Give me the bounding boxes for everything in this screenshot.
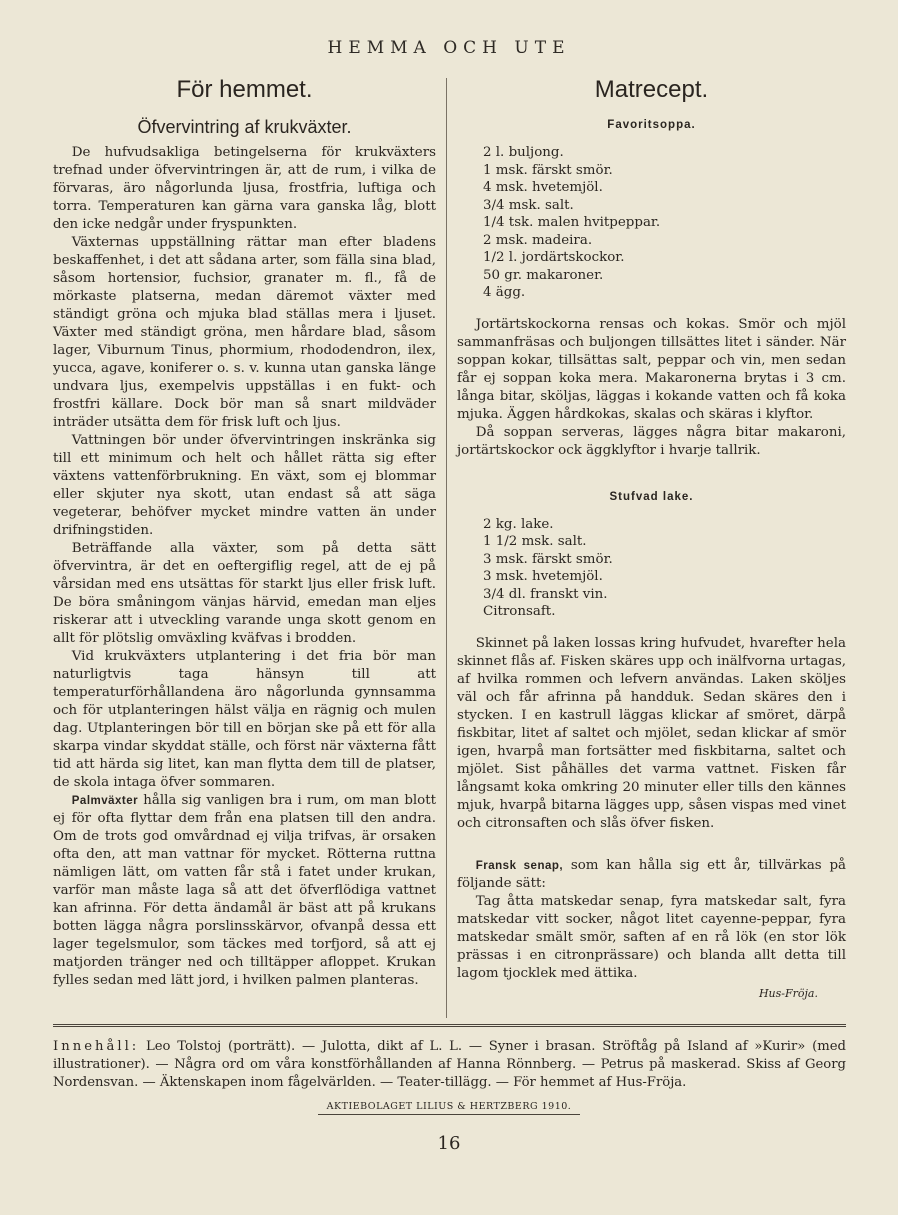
- publisher-imprint: AKTIEBOLAGET LILIUS & HERTZBERG 1910.: [326, 1101, 572, 1112]
- ingredient-list-favoritsoppa: [457, 144, 846, 302]
- section-title-recipes: Matrecept.: [594, 76, 709, 103]
- paragraph: Då soppan serveras, lägges några bitar makaroni, jortärtskockor ock äggklyftor i hvarje tallrik.: [457, 424, 846, 458]
- page-number: 16: [437, 1133, 461, 1154]
- left-column: [53, 76, 436, 990]
- paragraph: Vid krukväxters utplantering i det fria bör man naturligtvis taga hänsyn till att temperaturförhållandena äro någorlunda gynnsamma och för utplanteringen hälst välja en rägnig och mulen dag. Utplanteringen bör till en början ske på ett för alla skarpa vindar skyddat ställe, och först när växterna fått tid att härda sig litet, kan man flytta dem till de platser, de skola intaga öfver sommaren.: [53, 649, 436, 790]
- imprint-underline: [318, 1114, 580, 1115]
- ingredient: 1 1/2 msk. salt.: [483, 534, 587, 549]
- palm-lead: Palmväxter: [71, 795, 139, 807]
- ingredient: 1 msk. färskt smör.: [483, 162, 613, 178]
- palm-text: hålla sig vanligen bra i rum, om man blott ej för ofta flyttar dem från ena platsen till den andra. Om de trots god omvårdnad ej vilja trifvas, är orsaken ofta den, att man vattnar för mycket. Rötterna ruttna nämligen lätt, om vatten får stå i fatet under krukan, varför man måste laga så att det öfverflödiga vattnet kan afrinna. För detta ändamål är bäst att på krukans botten lägga några porslinsskärvor, ofvanpå dessa ett lager tegelsmulor, som täckes med torfjord, så att ej matjorden tränger ned och tilltäpper afloppet. Krukan fylles sedan med lätt jord, i hvilken palmen planteras.: [53, 793, 436, 988]
- ingredient: 4 msk. hvetemjöl.: [483, 180, 603, 195]
- paragraph: Skinnet på laken lossas kring hufvudet, hvarefter hela skinnet flås af. Fisken skäres upp och inälfvorna urtagas, af hvilka rommen och lefvern användas. Laken sköljes väl och får afrinna på handduk. Sedan skäres den i stycken. I en kastrull läggas klickar af smöret, därpå fiskbitar, litet af saltet och mjölet, sedan klickar af smör igen, hvarpå man fortsätter med fiskbitarna, saltet och mjölet. Sist påhälles det varma vattnet. Fisken får långsamt koka omkring 20 minuter eller tills den kännes mjuk, hvarpå bitarna lägges upp, såsen vispas med vinet och citronsaften och slås öfver fisken.: [457, 635, 846, 831]
- running-head: HEMMA OCH UTE: [327, 38, 571, 58]
- table-of-contents: [53, 1038, 846, 1092]
- paragraph: Vattningen bör under öfvervintringen inskränka sig till ett minimum och helt och hållet rätta sig efter växtens vattenförbrukning. En växt, som ej blommar eller skjuter nya skott, utan endast så att säga vegeterar, behöfver mycket mindre vatten än under drifningstiden.: [53, 433, 436, 538]
- right-column: [457, 76, 846, 1003]
- paragraph: Växternas uppställning rättar man efter bladens beskaffenhet, i det att sådana arter, som fälla sina blad, såsom hortensior, fuchsior, granater m. fl., få de mörkaste platserna, medan däremot växter med ständigt gröna och mjuka blad ställas mera i ljuset. Växter med ständigt gröna, men hårdare blad, såsom lager, Viburnum Tinus, phormium, rhododendron, ilex, yucca, agave, koniferer o. s. v. kunna utan ganska länge undvara ljus, exempelvis uppställas i en fukt- och frostfri källare. Dock bör man så snart mildväder inträder utsätta dem för frisk luft och ljus.: [53, 235, 436, 430]
- column-divider: [446, 78, 447, 1018]
- ingredient: 2 msk. madeira.: [483, 232, 593, 248]
- ingredient: 3 msk. färskt smör.: [483, 551, 613, 567]
- ingredient: 3 msk. hvetemjöl.: [483, 569, 603, 584]
- mustard-intro-text: som kan hålla sig ett år, tillvärkas på följande sätt:: [457, 857, 846, 891]
- ingredient: 50 gr. makaroner.: [483, 267, 604, 283]
- paragraph: Jortärtskockorna rensas och kokas. Smör och mjöl sammanfräsas och buljongen tillsättes litet i sänder. När soppan kokar, tillsättas salt, peppar och vin, men sedan får ej soppan koka mera. Makaronerna brytas i 3 cm. långa bitar, sköljas, läggas i kokande vatten och få koka mjuka. Äggen hårdkokas, skalas och skäras i klyftor.: [457, 316, 846, 422]
- ingredient: 2 kg. lake.: [483, 516, 554, 532]
- ingredient: 2 l. buljong.: [483, 145, 564, 160]
- contents-label: Innehåll:: [53, 1039, 140, 1054]
- footer-rule: [53, 1024, 846, 1027]
- paragraph: Beträffande alla växter, som på detta sätt öfvervintra, är det en oeftergiflig regel, att de ej på vårsidan med ens utsättas för starkt ljus eller frisk luft. De böra småningom vänjas härvid, emedan man eljes riskerar att i utveckling varande unga skott genom en allt för plötslig omväxling kväfvas i brodden.: [53, 541, 436, 646]
- recipe-title-favoritsoppa: Favoritsoppa.: [607, 119, 696, 131]
- author-signature: Hus-Fröja.: [758, 986, 818, 1000]
- ingredient: 3/4 dl. franskt vin.: [483, 586, 608, 602]
- ingredient: 1/4 tsk. malen hvitpeppar.: [483, 215, 661, 230]
- ingredient: 4 ägg.: [483, 285, 526, 300]
- mustard-intro: [457, 857, 846, 893]
- article-subtitle: Öfvervintring af krukväxter.: [137, 117, 352, 137]
- section-title-home: För hemmet.: [176, 76, 313, 103]
- recipe-title-stufvad-lake: Stufvad lake.: [609, 490, 694, 503]
- ingredient: 3/4 msk. salt.: [483, 197, 574, 213]
- mustard-paragraph: Tag åtta matskedar senap, fyra matskedar salt, fyra matskedar vitt socker, något litet cayenne-peppar, fyra matskedar smält smör, saften af en rå lök (en stor lök prässas i en citronprässare) och blanda allt detta till lagom tjocklek med ättika.: [457, 893, 846, 981]
- spacer: [457, 833, 846, 857]
- ingredient: Citronsaft.: [483, 604, 556, 619]
- spacer: [457, 460, 846, 484]
- paragraph: De hufvudsakliga betingelserna för krukväxters trefnad under öfvervintringen är, att de rum, i vilka de förvaras, äro någorlunda ljusa, frostfria, luftiga och torra. Temperaturen kan gärna vara ganska låg, blott den icke nedgår under fryspunkten.: [53, 145, 436, 232]
- ingredient: 1/2 l. jordärtskockor.: [483, 250, 625, 265]
- mustard-lead: Fransk senap,: [475, 859, 564, 872]
- ingredient-list-stufvad-lake: [457, 516, 846, 621]
- palm-paragraph: [53, 792, 436, 990]
- contents-text: Leo Tolstoj (porträtt). — Julotta, dikt af L. L. — Syner i brasan. Ströftåg på Island af »Kurir» (med illustrationer). — Några ord om våra konstförhållanden af Hanna Rönnberg. — Petrus på maskerad. Skiss af Georg Nordensvan. — Äktenskapen inom fågelvärlden. — Teater-tillägg. — För hemmet af Hus-Fröja.: [53, 1039, 846, 1090]
